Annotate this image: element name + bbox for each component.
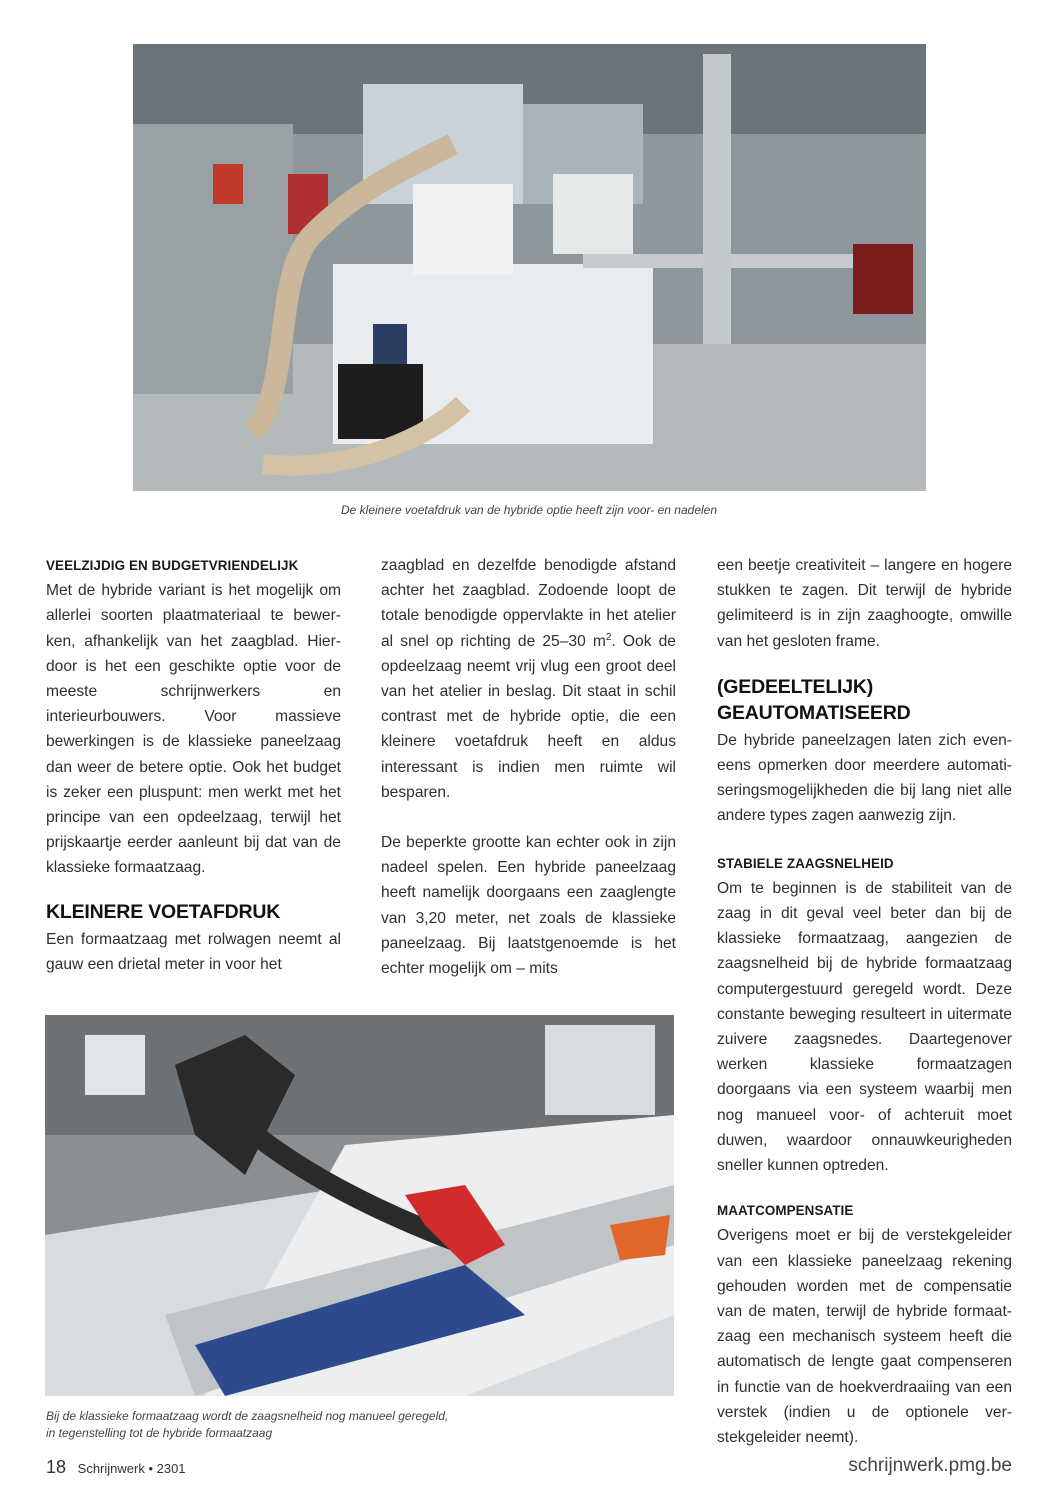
- paragraph: De beperkte grootte kan echter ook in zijn nadeel spelen. Een hybride paneelzaag heeft namelijk doorgaans een zaaglengte van 3,20 meter, net zoals de klassieke paneelzaag. Bij laatstgenoemde is het echter mogelijk om – mits: [381, 834, 676, 978]
- heading-kleinere-voetafdruk: KLEINERE VOETAFDRUK: [46, 900, 281, 923]
- paragraph: [381, 553, 676, 805]
- caption-line: in tegenstelling tot de hybride formaatzaag: [46, 1426, 273, 1440]
- paragraph: De hybride paneelzagen laten zich eveneens opmerken door meerdere automatiseringsmogelijkheden die bij lang niet alle andere types zagen aanwezig zijn.: [717, 731, 1012, 825]
- paragraph: Met de hybride variant is het mogelijk om allerlei soorten plaatmateriaal te bewerken, afhankelijk van het zaagblad. Hierdoor is het een geschikte optie voor de meeste schrijnwerkers en interieurbouwers. Voor massieve bewerkingen is de klassieke paneelzaag dan weer de betere optie. Ook het budget is zeker een pluspunt: men werkt met het principe van een opdeelzaag, terwijl het prijskaartje eerder aanleunt bij dat van de klassieke formaatzaag.: [46, 582, 341, 877]
- text-column-2: [381, 553, 676, 981]
- text-column-1: [46, 553, 341, 977]
- page-number: 18: [46, 1457, 67, 1477]
- subheading-stabiele-zaagsnelheid: STABIELE ZAAGSNELHEID: [717, 855, 894, 871]
- heading-geautomatiseerd: GEAUTOMATISEERD: [717, 701, 911, 724]
- photo-caption-top: De kleinere voetafdruk van de hybride optie heeft zijn voor- en nadelen: [340, 503, 718, 517]
- paragraph: Om te beginnen is de stabiliteit van de zaag in dit geval veel beter dan bij de klassieke formaatzaag, aangezien de zaagsnelheid bij de hybride formaatzaag computergestuurd geregeld wordt. Deze constante beweging resulteert in uitermate zuivere zaagsnedes. Daartegenover werken klassieke formaatzagen doorgaans via een systeem waarbij men nog manueel voor- of achteruit moet duwen, waardoor onnauwkeurigheden sneller kunnen optreden.: [717, 879, 1012, 1175]
- paragraph: Overigens moet er bij de verstekgeleider van een klassieke paneelzaag rekening gehouden worden met de compensatie van de maten, terwijl de hybride formaatzaag een mechanisch systeem heeft die automatisch de lengte gaat compenseren in functie van de hoekverdraaiing van een verstek (indien u de optionele verstekgeleider neemt).: [717, 1227, 1012, 1447]
- text-column-3: [717, 553, 1012, 1450]
- paragraph: een beetje creativiteit – langere en hogere stukken te zagen. Dit terwijl de hybride gelimiteerd is in zijn zaaghoogte, omwille van het gesloten frame.: [717, 557, 1012, 650]
- subheading-maatcompensatie: MAATCOMPENSATIE: [717, 1203, 854, 1219]
- paragraph: Een formaatzaag met rolwagen neemt al gauw een drietal meter in voor het: [46, 930, 341, 973]
- footer-left: [46, 1457, 186, 1478]
- paragraph-part: zaagblad en dezelfde benodigde afstand achter het zaagblad. Zodoende loopt de totale benodigde oppervlakte in het atelier al snel op richting de 25–30 m: [381, 557, 676, 650]
- subheading-veelzijdig: VEELZIJDIG EN BUDGETVRIENDELIJK: [46, 558, 299, 573]
- photo-hybrid-saw: [133, 44, 926, 491]
- photo-caption-bottom: [46, 1408, 666, 1442]
- caption-line: Bij de klassieke formaatzaag wordt de zaagsnelheid nog manueel geregeld,: [46, 1409, 449, 1423]
- paragraph-part: . Ook de opdeelzaag neemt vrij vlug een groot deel van het atelier in beslag. Dit staat in schil contrast met de hybride optie, die een kleinere voetafdruk heeft en aldus interessant is indien men ruimte wil besparen.: [381, 632, 676, 801]
- superscript: 2: [605, 631, 612, 643]
- photo-classic-saw: [45, 1015, 674, 1396]
- footer-website-link[interactable]: schrijnwerk.pmg.be: [848, 1455, 1012, 1476]
- magazine-issue: Schrijnwerk • 2301: [77, 1461, 186, 1476]
- heading-gedeeltelijk: (GEDEELTELIJK): [717, 675, 874, 698]
